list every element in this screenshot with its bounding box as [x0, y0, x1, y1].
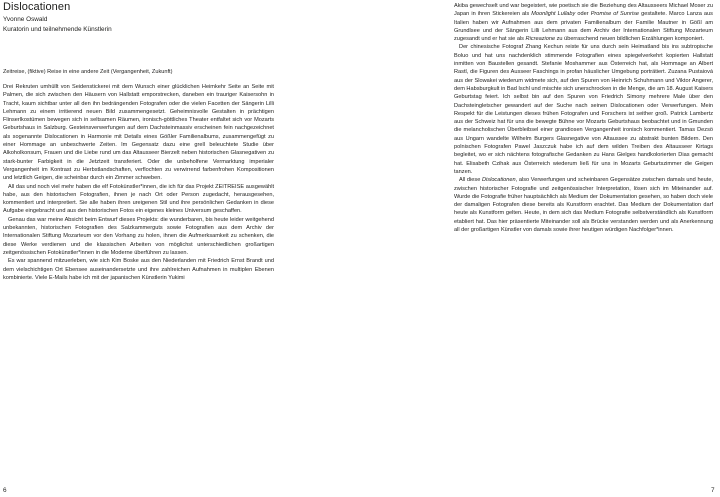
project-title: Dislocationen [482, 177, 516, 184]
paragraph: Es war spannend mitzuerleben, wie sich Kim Boske aus den Niederlanden mit Friedrich Ernst Brandt und dem vielschichtigen Ort Ebensee auseinandersetzte und ihre zahlreichen Aufnahmen in multiplen Ebenen kombinierte. Viele E-Mails habe ich mit der japanischen Künstlerin Yukimi [3, 258, 274, 281]
right-text-column [454, 2, 713, 234]
text-span: zu überraschend neuen bildlichen Erzählungen komponiert. [555, 36, 705, 43]
byline [3, 15, 112, 34]
essay-subtitle: Zeitreise, (fiktive) Reise in eine andere Zeit (Vergangenheit, Zukunft) [3, 69, 173, 75]
text-span: gestaltete. Marco Lanza aus Italien haben wir Aufnahmen aus dem privaten Familienalbum der Familie Mautner in Gößl am Grundlsee und der Sängerin Lilli Lehmann aus dem Archiv der Internationalen Stiftung Mozarteum zugesandt und er hat sie als [454, 11, 713, 43]
left-text-column [3, 83, 274, 282]
author-role: Kuratorin und teilnehmende Künstlerin [3, 25, 112, 33]
paragraph: Genau das war meine Absicht beim Entwurf dieses Projekts: die wunderbaren, bis heute leider weitgehend unbekannten, historischen Fotografien des Salzkammerguts sowie Fotografien aus dem Archiv der Internationalen Stiftung Mozarteum vor den Vorhang zu holen, ihnen die Aufmerksamkeit zu schenken, die diese Werke verdienen und die klassischen Arbeiten von möglichst unterschiedlichen großartigen zeitgenössischen Fotokünstler*innen in die Moderne überführen zu lassen. [3, 216, 274, 256]
artwork-title: Moonlight Lullaby [531, 11, 576, 18]
text-span: , also Verwerfungen und scheinbaren Gegensätze zwischen damals und heute, zwischen historischer Fotografie und zeitgenössischer Interpretation, lösen sich im Miteinander auf. Wurde die Fotografie früher hauptsächlich als Medium der Dokumentation gesehen, so haben doch viele der damaligen Fotografen diese bereits als Kunstform erachtet. Das Medium der Dokumentation darf heute als Kunstform gelten. Heute, in dem sich das Medium Fotografie selbstverständlich als Kunstform etabliert hat. Das hier präsentierte Miteinander soll als Brücke verstanden werden und als Anerkennung all der großartigen Künstler von damals sowie ihrer heutigen würdigen Nachfolger*innen. [454, 177, 714, 234]
paragraph: Der chinesische Fotograf Zhang Kechun reiste für uns durch sein Heimatland bis ins subtropische Boluo und hat uns nachdenklich stimmende Fotografien eines spiegelverkehrt kopierten Hallstatt inmitten von Baustellen gesandt. Stefanie Moshammer aus Österreich hat, als Hommage an Albert Rastl, die Figuren des Ausseer Faschings in profan häuslicher Umgebung porträtiert. Zuzana Pustaiová aus der Slowakei wiederum widmete sich, auf den Spuren von Heinrich Schuhmann und Viktor Angerer, dem Habsburgkult in Bad Ischl und mischte sich unerschrocken in die Menge, die am 18. August Kaisers Geburtstag feiert. Ich selbst bin auf den Spuren von Friedrich Simony mehrere Male über den Dachsteingletscher gewandert auf der Suche nach seinen Dislocationen oder Verwerfungen. Mein Respekt für die Leistungen dieses frühen Fotografen und Forschers ist seither groß. Patrick Lambertz aus der Schweiz hat für uns die bewegte Bühne vor Mozarts Geburtshaus beobachtet und in Gmunden die melancholischen Überbleibsel einer grandiosen Vergangenheit ironisch kommentiert. Tamas Dezsö aus Ungarn wandelte Wilhelm Burgers Glasnegative von Altaussee zu abstrakt bunten Bildern. Den polnischen Fotografen Pawel Jaszczuk habe ich auf dem wilden Treiben des Altausseer Kirtags begleitet, wo er sich nächtens fotografische Gedanken zu Hans Gielges handkolorierten Dias gemacht hat. Elisabeth Czihak aus Österreich wiederum ließ für uns in Mozarts Geburtszimmer die Geigen tanzen. [454, 44, 714, 175]
essay-title: Dislocationen [3, 1, 71, 13]
page-number-right: 7 [711, 487, 715, 494]
page-number-left: 6 [3, 487, 7, 494]
text-span: All diese [459, 177, 482, 184]
text-span: oder [575, 11, 591, 18]
paragraph [454, 2, 713, 43]
right-page [360, 0, 720, 497]
artwork-title: Ricreazione [525, 36, 556, 43]
artwork-title: Promise of Sunrise [590, 11, 640, 18]
paragraph: All das und noch viel mehr haben die elf Fotokünstler*innen, die ich für das Projekt ZEITREISE ausgewählt habe, aus den historischen Fotografien, ihnen je nach Ort oder Person zugedacht, herausgesehen, kommentiert und interpretiert. Sie alle haben ihren ureigenen Stil und ihre persönlichen Gedanken in diese Aufgabe eingebracht und aus den historischen Fotos ein eigenes kleines Universum geschaffen. [3, 183, 274, 215]
paragraph: Drei Rekruten umhüllt von Seidenstickerei mit dem Wunsch einer glücklichen Heimkehr Seite an Seite mit Palmen, die sich zwischen den Häusern von Hallstatt emporstrecken, daneben ein trauriger Kaisersohn in Tracht, kaum sichtbar unter all den ihn bedrängenden Fotografen oder die vielen Facetten der Sängerin Lilli Lehmann zu einem irritierend neuen Bild zusammengesetzt. Geheimnisvolle Gestalten in prächtigen Flinserlkostümen bewegen sich in seltsamen Räumen, ironisch-göttliches Theater entfaltet sich vor Mozarts Geburtshaus in Salzburg. Gesteinsverwerfungen auf dem Dachsteinmassiv erscheinen fein nachgezeichnet als sogenannte Dislocationen in Harmonie mit Details eines Gößler Familienalbums, zusammengefügt zu einer Hommage an unbeschwerte Zeiten. Im Gegensatz dazu eine grell beleuchtete Studie über Alkoholkonsum, Frauen und die Liebe rund um das Altausseer Bierzelt neben historischen Glasnegativen zu stark-bunter Farbigkeit in die Jetztzeit transferiert. Oder die unbeholfene Vermarktung imperialer Vergangenheit im Kontrast zu Herbstlandschaften, verflochten zu verwirrend farbenfrohen Kompositionen und letztlich Geigen, die scheinbar durch ein Zimmer schweben. [3, 84, 274, 182]
paragraph [454, 176, 713, 234]
author-name: Yvonne Oswald [3, 16, 48, 23]
text-span: Akiba gewechselt und war begeistert, wie poetisch sie die Beziehung des Altausseers Michael Moser zu Japan in ihren Stickereien als [454, 3, 713, 18]
